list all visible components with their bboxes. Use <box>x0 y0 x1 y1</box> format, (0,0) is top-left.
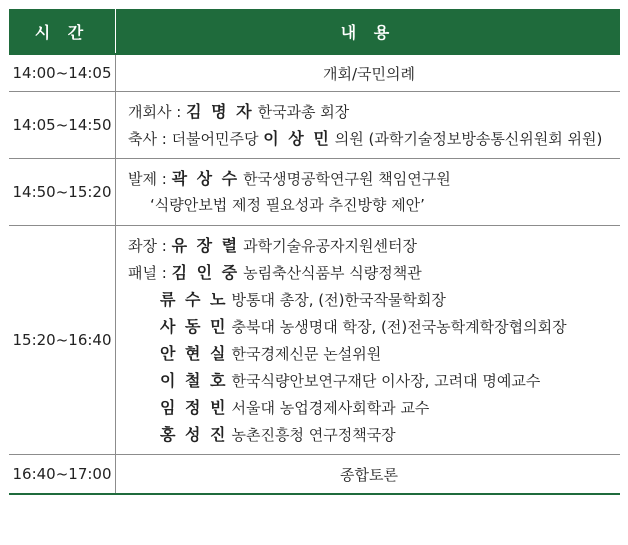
person-name: 류 수 노 <box>160 290 228 309</box>
table-row <box>9 54 620 92</box>
time-cell: 14:50~15:20 <box>9 159 116 226</box>
item-text: 종합토론 <box>340 465 398 484</box>
role-prefix: 축사 : 더불어민주당 <box>128 130 264 148</box>
program-schedule <box>9 9 620 495</box>
list-item <box>128 125 610 152</box>
affiliation: 한국생명공학연구원 책임연구원 <box>243 170 451 188</box>
person-name: 임 정 빈 <box>160 398 228 417</box>
affiliation: 한국식량안보연구재단 이사장, 고려대 명예교수 <box>231 372 541 390</box>
list-item <box>128 313 610 340</box>
role-prefix: 개회사 : <box>128 103 187 121</box>
list-item <box>128 259 610 286</box>
list-item <box>128 394 610 421</box>
role-prefix: 발제 : <box>128 170 172 188</box>
table-row <box>9 92 620 159</box>
affiliation: 농촌진흥청 연구정책국장 <box>231 426 396 444</box>
role-prefix: 패널 : <box>128 264 172 282</box>
content-cell <box>116 455 621 495</box>
list-item <box>128 192 610 219</box>
presentation-title: ‘식량안보법 제정 필요성과 추진방향 제안’ <box>150 196 425 214</box>
person-name: 김 명 자 <box>186 102 254 121</box>
person-name: 이 상 민 <box>263 129 331 148</box>
time-cell: 14:05~14:50 <box>9 92 116 159</box>
affiliation: 한국과총 회장 <box>257 103 350 121</box>
time-cell: 16:40~17:00 <box>9 455 116 495</box>
time-cell: 15:20~16:40 <box>9 226 116 455</box>
person-name: 김 인 중 <box>171 263 240 282</box>
content-cell <box>116 226 621 455</box>
list-item <box>128 421 610 448</box>
content-cell <box>116 92 621 159</box>
list-item <box>128 367 610 394</box>
list-item <box>128 165 610 192</box>
person-name: 사 동 민 <box>160 317 228 336</box>
table-row <box>9 159 620 226</box>
list-item <box>128 340 610 367</box>
list-item <box>128 98 610 125</box>
item-text: 개회/국민의례 <box>323 64 415 83</box>
affiliation: 서울대 농업경제사회학과 교수 <box>231 399 430 417</box>
header-time: 시 간 <box>9 9 116 54</box>
affiliation: 충북대 농생명대 학장, (전)전국농학계학장협의회장 <box>231 318 567 336</box>
person-name: 이 철 호 <box>160 371 228 390</box>
affiliation: 의원 (과학기술정보방송통신위원회 위원) <box>334 130 603 148</box>
person-name: 유 장 렬 <box>171 236 240 255</box>
list-item <box>128 232 610 259</box>
affiliation: 한국경제신문 논설위원 <box>231 345 382 363</box>
time-cell: 14:00~14:05 <box>9 54 116 92</box>
content-cell <box>116 54 621 92</box>
list-item <box>128 286 610 313</box>
table-header-row <box>9 9 620 54</box>
person-name: 안 현 실 <box>160 344 228 363</box>
person-name: 곽 상 수 <box>171 169 240 188</box>
table-row <box>9 455 620 495</box>
person-name: 홍 성 진 <box>160 425 228 444</box>
schedule-table <box>9 9 620 495</box>
affiliation: 방통대 총장, (전)한국작물학회장 <box>231 291 446 309</box>
role-prefix: 좌장 : <box>128 237 172 255</box>
content-cell <box>116 159 621 226</box>
affiliation: 농림축산식품부 식량정책관 <box>243 264 422 282</box>
header-content: 내 용 <box>116 9 621 54</box>
table-row <box>9 226 620 455</box>
affiliation: 과학기술유공자지원센터장 <box>243 237 417 255</box>
